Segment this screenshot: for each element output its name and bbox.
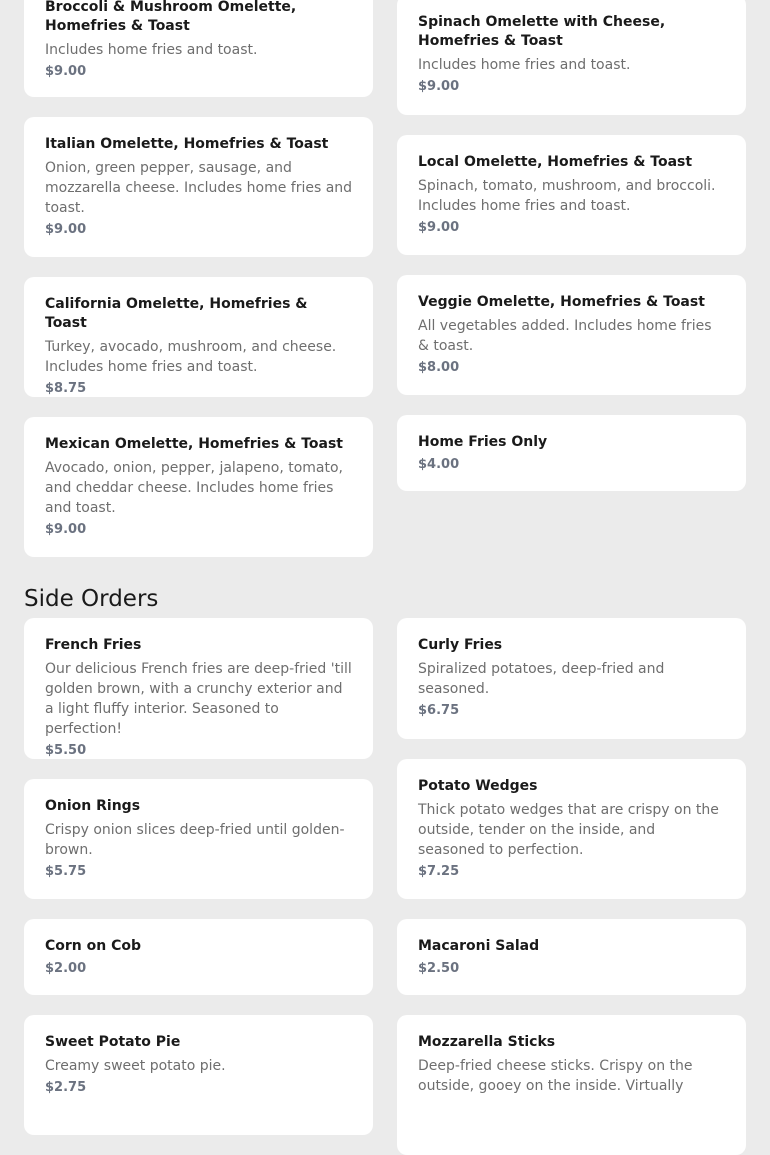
item-name: Local Omelette, Homefries & Toast [418,154,693,170]
item-name: Mexican Omelette, Homefries & Toast [45,436,343,452]
item-name: Curly Fries [418,637,503,653]
menu-item-card[interactable] [24,117,373,257]
menu-item-card[interactable] [24,1015,373,1135]
item-price: $2.50 [418,961,460,976]
item-name: Home Fries Only [418,434,548,450]
menu-item-card[interactable] [24,919,373,995]
item-description: Spinach, tomato, mushroom, and broccoli. Includes home fries and toast. [418,178,716,214]
item-price: $8.75 [45,381,87,396]
item-name: Broccoli & Mushroom Omelette, Homefries & Toast [45,0,297,34]
item-price: $2.75 [45,1080,87,1095]
item-description: Creamy sweet potato pie. [45,1058,226,1074]
item-name: Macaroni Salad [418,938,540,954]
item-price: $9.00 [45,522,87,537]
item-name: Veggie Omelette, Homefries & Toast [418,294,705,310]
section-title: Side Orders [24,586,159,612]
item-price: $8.00 [418,360,460,375]
menu-item-card[interactable] [397,759,746,899]
item-description: Our delicious French fries are deep-fried 'till golden brown, with a crunchy exterior and a light fluffy interior. Seasoned to perfection! [45,661,352,737]
item-price: $9.00 [45,222,87,237]
item-price: $5.50 [45,743,87,758]
menu-item-card[interactable] [397,275,746,395]
item-description: Thick potato wedges that are crispy on the outside, tender on the inside, and seasoned to perfection. [418,802,719,858]
item-description: Turkey, avocado, mushroom, and cheese. Includes home fries and toast. [45,339,337,375]
item-description: Includes home fries and toast. [418,57,631,73]
item-price: $9.00 [418,220,460,235]
item-description: Avocado, onion, pepper, jalapeno, tomato, and cheddar cheese. Includes home fries and toast. [45,460,343,516]
menu-item-card[interactable] [24,779,373,899]
item-name: Mozzarella Sticks [418,1034,556,1050]
menu-item-card[interactable] [24,417,373,557]
item-name: Sweet Potato Pie [45,1034,181,1050]
menu-item-card[interactable] [24,618,373,759]
item-name: French Fries [45,637,142,653]
item-name: Italian Omelette, Homefries & Toast [45,136,329,152]
item-name: Potato Wedges [418,778,538,794]
menu-item-card[interactable] [397,618,746,739]
item-price: $9.00 [418,79,460,94]
menu-item-card[interactable] [397,919,746,995]
item-price: $6.75 [418,703,460,718]
item-price: $5.75 [45,864,87,879]
item-price: $7.25 [418,864,460,879]
menu-item-card[interactable] [397,0,746,115]
menu-item-card[interactable] [24,0,373,97]
item-name: Corn on Cob [45,938,142,954]
menu-item-card[interactable] [24,277,373,397]
item-price: $9.00 [45,64,87,79]
menu-item-card[interactable] [397,415,746,491]
item-description: Includes home fries and toast. [45,42,258,58]
item-name: Spinach Omelette with Cheese, Homefries & Toast [418,14,666,49]
menu-item-card[interactable] [397,135,746,255]
item-description: Spiralized potatoes, deep-fried and seasoned. [418,661,665,697]
item-name: Onion Rings [45,798,141,814]
item-price: $2.00 [45,961,87,976]
item-price: $4.00 [418,457,460,472]
item-description: Deep-fried cheese sticks. Crispy on the outside, gooey on the inside. Virtually [418,1058,693,1094]
item-name: California Omelette, Homefries & Toast [45,296,308,331]
item-description: Crispy onion slices deep-fried until golden-brown. [45,822,345,858]
menu-item-card[interactable] [397,1015,746,1155]
item-description: Onion, green pepper, sausage, and mozzarella cheese. Includes home fries and toast. [45,160,353,216]
item-description: All vegetables added. Includes home fries & toast. [418,318,712,354]
